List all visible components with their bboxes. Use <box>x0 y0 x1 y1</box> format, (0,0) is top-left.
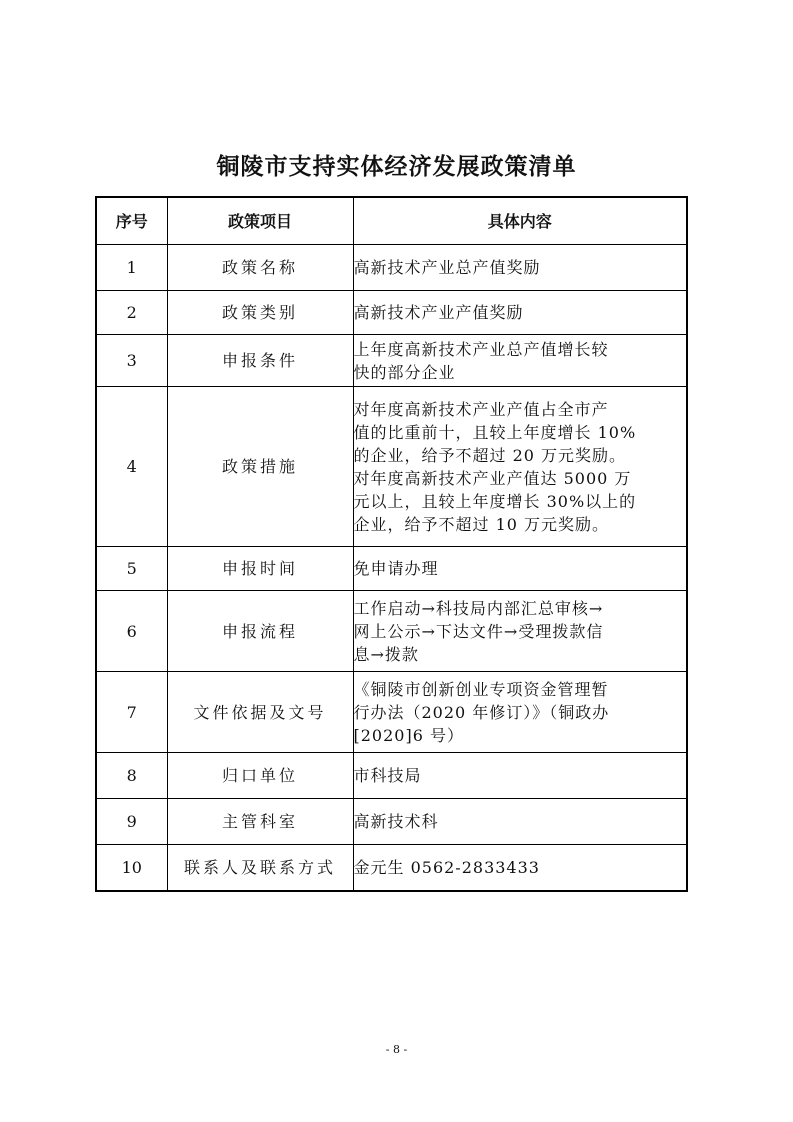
table-body <box>96 245 687 891</box>
table-row <box>96 672 687 753</box>
content-line: 工作启动→科技局内部汇总审核→ <box>353 598 604 618</box>
table-row <box>96 291 687 335</box>
table-row <box>96 547 687 591</box>
policy-item: 政策名称 <box>167 245 353 291</box>
policy-content <box>353 387 687 547</box>
content-line: 值的比重前十，且较上年度增长 10% <box>353 422 637 442</box>
content-line: 高新技术产业产值奖励 <box>353 303 524 322</box>
content-line: 《铜陵市创新创业专项资金管理暂 <box>353 679 609 699</box>
header-number: 序号 <box>96 197 167 245</box>
content-line: 金元生 0562-2833433 <box>353 857 540 877</box>
content-line: 网上公示→下达文件→受理拨款信 <box>353 621 604 641</box>
policy-content <box>353 799 687 845</box>
content-line: 的企业，给予不超过 20 万元奖励。 <box>353 445 627 465</box>
policy-item: 联系人及联系方式 <box>167 845 353 891</box>
policy-content <box>353 547 687 591</box>
content-line: 高新技术科 <box>353 812 439 831</box>
row-number: 10 <box>96 845 167 891</box>
content-line: 企业，给予不超过 10 万元奖励。 <box>353 514 610 534</box>
content-line: 上年度高新技术产业总产值增长较 <box>353 339 609 359</box>
row-number: 3 <box>96 335 167 387</box>
row-number: 1 <box>96 245 167 291</box>
policy-item: 申报时间 <box>167 547 353 591</box>
policy-item: 申报条件 <box>167 335 353 387</box>
policy-content <box>353 335 687 387</box>
content-line: 对年度高新技术产业产值达 5000 万 <box>353 468 632 488</box>
content-line: 元以上，且较上年度增长 30%以上的 <box>353 491 637 511</box>
policy-item: 主管科室 <box>167 799 353 845</box>
content-line: 快的部分企业 <box>353 362 456 382</box>
row-number: 4 <box>96 387 167 547</box>
row-number: 2 <box>96 291 167 335</box>
policy-item: 归口单位 <box>167 753 353 799</box>
policy-table <box>95 196 688 892</box>
table-row <box>96 387 687 547</box>
row-number: 8 <box>96 753 167 799</box>
table-row <box>96 335 687 387</box>
row-number: 6 <box>96 591 167 672</box>
content-line: 免申请办理 <box>353 559 439 578</box>
content-line: 市科技局 <box>353 766 422 785</box>
policy-content <box>353 753 687 799</box>
policy-item: 申报流程 <box>167 591 353 672</box>
policy-content <box>353 245 687 291</box>
table-row <box>96 799 687 845</box>
page-title: 铜陵市支持实体经济发展政策清单 <box>216 154 577 180</box>
header-content: 具体内容 <box>353 197 687 245</box>
header-policy-item: 政策项目 <box>167 197 353 245</box>
content-line: 行办法（2020 年修订）》（铜政办 <box>353 702 610 722</box>
table-header-row <box>96 197 687 245</box>
page-number: - 8 - <box>385 1043 408 1056</box>
policy-item: 政策措施 <box>167 387 353 547</box>
row-number: 7 <box>96 672 167 753</box>
content-line: [2020]6 号） <box>353 725 464 745</box>
policy-item: 文件依据及文号 <box>167 672 353 753</box>
table-row <box>96 753 687 799</box>
table-row <box>96 591 687 672</box>
policy-content <box>353 291 687 335</box>
content-line: 对年度高新技术产业产值占全市产 <box>353 399 609 419</box>
row-number: 5 <box>96 547 167 591</box>
content-line: 息→拨款 <box>353 644 419 664</box>
policy-content <box>353 845 687 891</box>
table-row <box>96 845 687 891</box>
policy-content <box>353 672 687 753</box>
table-row <box>96 245 687 291</box>
policy-item: 政策类别 <box>167 291 353 335</box>
policy-content <box>353 591 687 672</box>
row-number: 9 <box>96 799 167 845</box>
content-line: 高新技术产业总产值奖励 <box>353 258 541 277</box>
